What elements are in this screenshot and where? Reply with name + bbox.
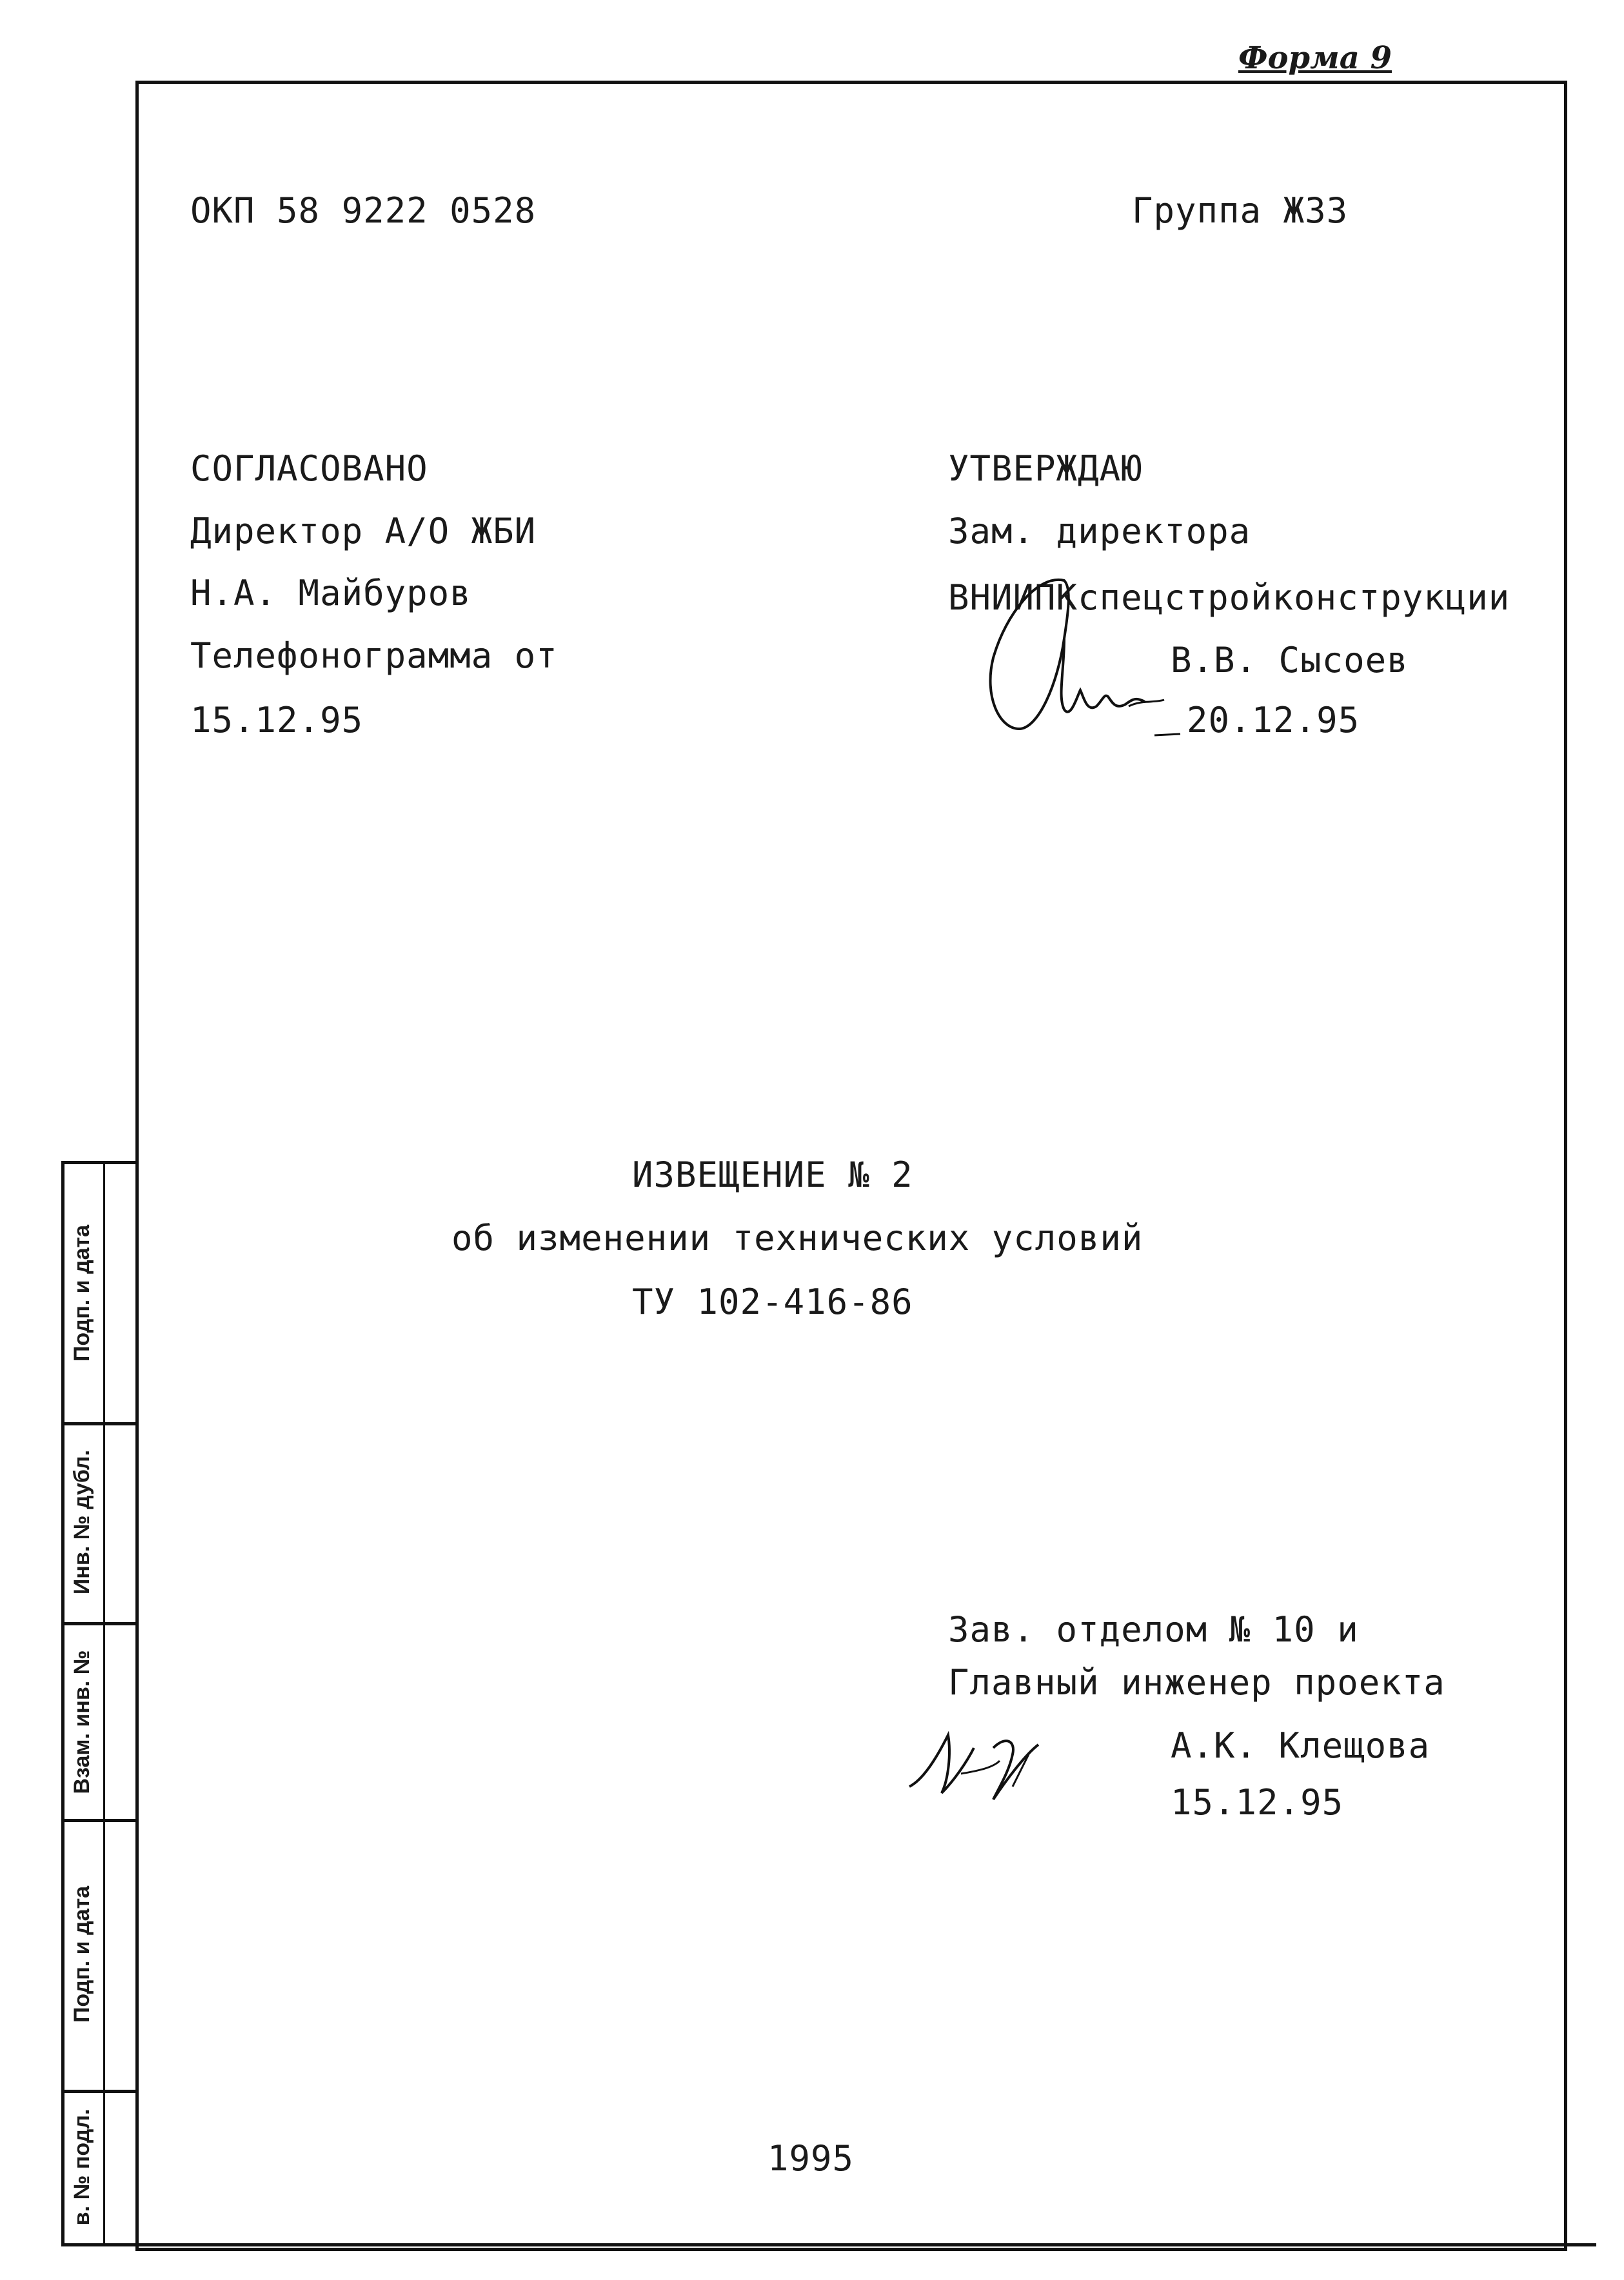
agreed-position: Директор А/О ЖБИ bbox=[190, 511, 537, 551]
approved-position: Зам. директора bbox=[948, 511, 1251, 551]
bottom-rule bbox=[61, 2243, 1596, 2246]
signer-name: А.К. Клещова bbox=[1171, 1725, 1431, 1766]
agreed-date: 15.12.95 bbox=[190, 700, 364, 740]
approver-signature bbox=[967, 568, 1213, 761]
notice-spec-code: ТУ 102-416-86 bbox=[632, 1282, 913, 1322]
okp-code: ОКП 58 9222 0528 bbox=[190, 190, 537, 231]
signer-date: 15.12.95 bbox=[1171, 1782, 1344, 1823]
stamp-cell-sign-date-1: Подп. и дата bbox=[70, 1224, 94, 1362]
stamp-cell-sign-date-2: Подп. и дата bbox=[70, 1885, 94, 2023]
group-code: Группа Ж33 bbox=[1132, 190, 1349, 231]
approved-date: 20.12.95 bbox=[1187, 700, 1360, 740]
approved-name: В.В. Сысоев bbox=[1171, 640, 1409, 680]
form-label: Форма 9 bbox=[1238, 40, 1392, 76]
notice-subtitle: об изменении технических условий bbox=[451, 1218, 1144, 1258]
stamp-cell-inv-dup: Инв. № дубл. bbox=[70, 1449, 94, 1595]
stamp-cell-inv-orig: в. № подл. bbox=[70, 2108, 94, 2226]
approved-organization: ВНИИПКспецстройконструкции bbox=[948, 577, 1510, 618]
signer-signature bbox=[896, 1709, 1064, 1825]
agreed-basis: Телефонограмма от bbox=[190, 635, 558, 676]
stamp-cell-replace-inv: Взам. инв. № bbox=[70, 1650, 94, 1794]
approved-title: УТВЕРЖДАЮ bbox=[948, 448, 1143, 489]
signer-position-2: Главный инженер проекта bbox=[948, 1662, 1445, 1703]
document-year: 1995 bbox=[767, 2138, 855, 2179]
notice-title: ИЗВЕЩЕНИЕ № 2 bbox=[632, 1155, 913, 1195]
agreed-name: Н.А. Майбуров bbox=[190, 573, 471, 613]
agreed-title: СОГЛАСОВАНО bbox=[190, 448, 428, 489]
signer-position-1: Зав. отделом № 10 и bbox=[948, 1609, 1359, 1650]
